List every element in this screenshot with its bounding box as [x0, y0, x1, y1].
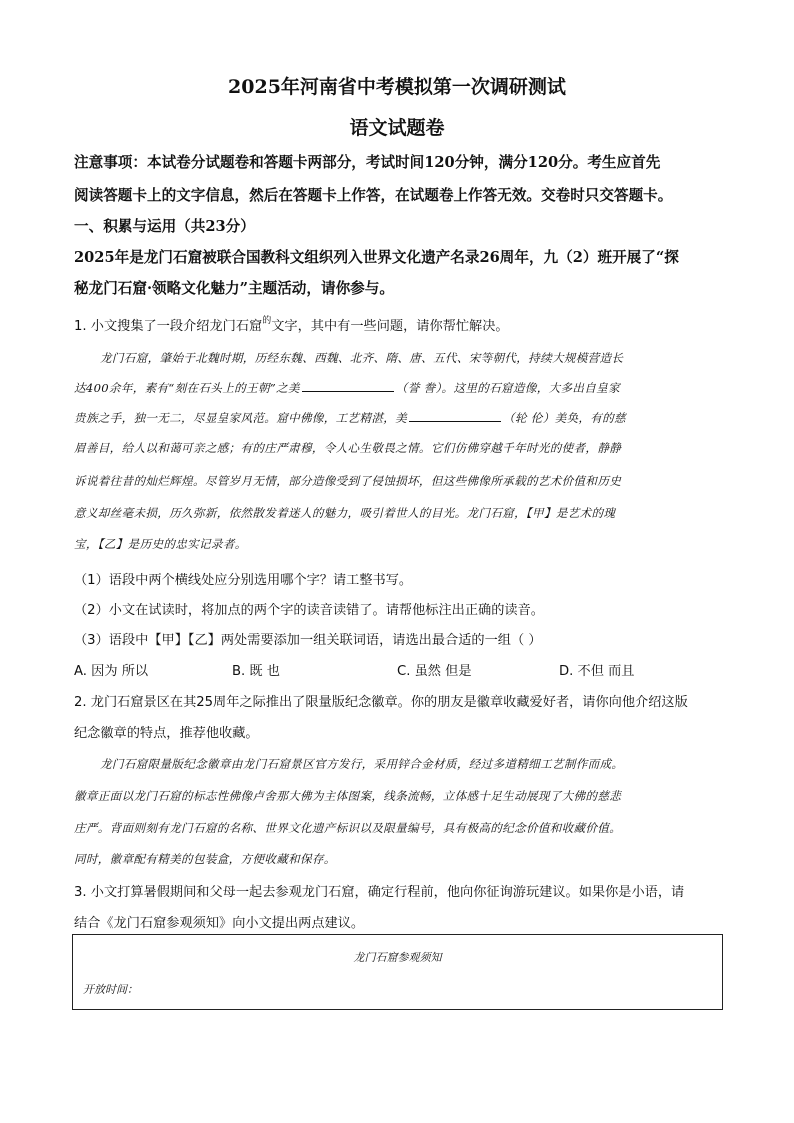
passage-2-line-2: 徽章正面以龙门石窟的标志性佛像卢舍那大佛为主体图案，线条流畅，立体感十足生动展现了大佛的慈悲	[74, 789, 622, 803]
question-2-stem-1: 2. 龙门石窟景区在其25周年之际推出了限量版纪念徽章。你的朋友是徽章收藏爱好者，请你向他介绍这版	[74, 695, 688, 710]
passage-2-line-3: 庄严。背面则刻有龙门石窟的名称、世界文化遗产标识以及限量编号，具有极高的纪念价值和收藏价值。	[74, 821, 622, 835]
opening-hours-label: 开放时间：	[83, 983, 138, 996]
section-intro-2: 秘龙门石窟·领略文化魅力”主题活动，请你参与。	[74, 280, 394, 297]
option-d: D. 不但 而且	[559, 664, 635, 679]
question-3-stem-1: 3. 小文打算暑假期间和父母一起去参观龙门石窟，确定行程前，他向你征询游玩建议。如果你是小语，请	[74, 885, 685, 900]
question-1-stem	[74, 315, 509, 334]
passage-2-line-4: 同时，徽章配有精美的包装盒，方便收藏和保存。	[74, 852, 336, 866]
passage-1-line-4: 眉善目，给人以和蔼可亲之感；有的庄严肃穆，令人心生敬畏之情。它们仿佛穿越千年时光的使者，静静	[74, 441, 622, 455]
passage-1-line-6: 意义却丝毫未损，历久弥新，依然散发着迷人的魅力，吸引着世人的目光。龙门石窟，【甲】是艺术的瑰	[74, 506, 616, 520]
visitor-notice-box	[72, 934, 723, 1010]
section-intro-1: 2025年是龙门石窟被联合国教科文组织列入世界文化遗产名录26周年，九（2）班开展了“探	[74, 249, 679, 266]
page-title: 2025年河南省中考模拟第一次调研测试	[228, 76, 566, 98]
passage-1-line-3b: （轮 伦）美奂，有的慈	[503, 411, 626, 425]
question-1-sub-2: （2）小文在试读时，将加点的两个字的读音读错了。请帮他标注出正确的读音。	[74, 603, 544, 618]
answer-blank-2	[409, 410, 501, 422]
passage-1-line-2	[74, 380, 620, 396]
notice-line-2: 阅读答题卡上的文字信息，然后在答题卡上作答，在试题卷上作答无效。交卷时只交答题卡。	[74, 187, 673, 204]
page-subtitle: 语文试题卷	[349, 117, 445, 139]
question-3-stem-2: 结合《龙门石窟参观须知》向小文提出两点建议。	[74, 916, 365, 931]
question-1-sub-1: （1）语段中两个横线处应分别选用哪个字？请工整书写。	[74, 573, 413, 588]
passage-1-line-2b: （誉 誊）。这里的石窟造像，大多出自皇家	[395, 381, 620, 395]
option-b: B. 既 也	[232, 664, 280, 679]
option-a: A. 因为 所以	[74, 664, 149, 679]
question-1-stem-a: 1. 小文搜集了一段介绍龙门石窟	[74, 319, 263, 334]
notice-line-1: 注意事项：本试卷分试题卷和答题卡两部分，考试时间120分钟，满分120分。考生应首先	[74, 154, 661, 171]
passage-1-line-7: 宝，【乙】是历史的忠实记录者。	[74, 537, 247, 551]
passage-1-line-5: 诉说着往昔的灿烂辉煌。尽管岁月无情，部分造像受到了侵蚀损坏，但这些佛像所承载的艺术价值和历史	[74, 474, 622, 488]
question-1-stem-sup: 的	[262, 316, 272, 326]
passage-1-line-3a: 贵族之手，独一无二，尽显皇家风范。窟中佛像，工艺精湛，美	[74, 411, 408, 425]
question-1-sub-3: （3）语段中【甲】【乙】两处需要添加一组关联词语，请选出最合适的一组（ ）	[74, 633, 542, 648]
passage-1-line-3	[74, 410, 626, 426]
answer-blank-1	[302, 380, 394, 392]
passage-2-line-1: 龙门石窟限量版纪念徽章由龙门石窟景区官方发行，采用锌合金材质，经过多道精细工艺制作而成。	[100, 757, 624, 771]
passage-1-line-1: 龙门石窟，肇始于北魏时期，历经东魏、西魏、北齐、隋、唐、五代、宋等朝代，持续大规模营造长	[100, 351, 624, 365]
question-2-stem-2: 纪念徽章的特点，推荐他收藏。	[74, 726, 259, 741]
passage-1-line-2a: 达400余年，素有“刻在石头上的王朝”之美	[74, 381, 300, 395]
visitor-notice-title: 龙门石窟参观须知	[353, 951, 442, 964]
option-c: C. 虽然 但是	[397, 664, 472, 679]
section-heading: 一、积累与运用（共23分）	[74, 218, 255, 235]
question-1-stem-b: 文字，其中有一些问题，请你帮忙解决。	[271, 319, 509, 334]
